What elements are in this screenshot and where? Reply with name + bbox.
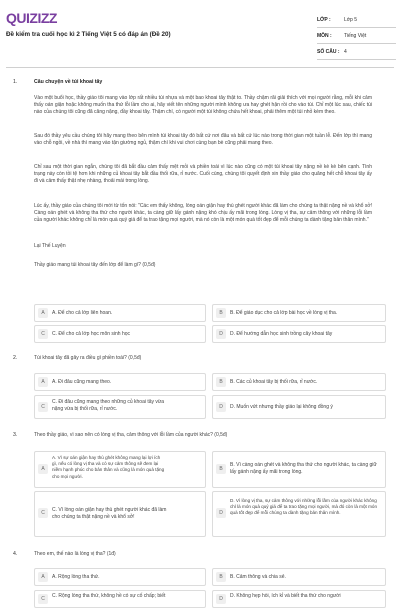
- answer-option[interactable]: [212, 373, 386, 391]
- meta-row-subject: [317, 28, 396, 44]
- answer-option[interactable]: [212, 568, 386, 586]
- option-letter: B: [216, 377, 226, 387]
- passage-paragraph: Sau đó thầy yêu cầu chúng tôi hãy mang theo bên mình túi khoai tây đó bất cứ nơi đâu và bất cứ lúc nào trong thời gian một tuần lễ. Đến lớp thì mang vào chỗ ngồi, về nhà thì mang vào tận giường ngủ, thậm chí khi vui chơi cùng bạn bè cũng phải mang theo.: [34, 133, 372, 147]
- option-letter: C: [38, 594, 48, 604]
- option-letter: D: [216, 508, 226, 518]
- option-text: B. Để giáo dục cho cả lớp bài học về lòng vị tha.: [230, 310, 338, 316]
- option-text: B. Cảm thông và chia sẻ.: [230, 574, 286, 580]
- meta-row-count: [317, 44, 396, 60]
- passage-title: Câu chuyện về túi khoai tây: [34, 79, 103, 85]
- option-letter: C: [38, 402, 48, 412]
- option-text: A. Đi đâu cũng mang theo.: [52, 379, 112, 385]
- option-letter: B: [216, 308, 226, 318]
- answer-option[interactable]: [212, 325, 386, 343]
- meta-table: [317, 12, 396, 60]
- question-number: 3.: [13, 432, 18, 438]
- meta-label: LỚP :: [317, 16, 331, 23]
- option-letter: D: [216, 594, 226, 604]
- header-divider: [6, 67, 394, 68]
- option-letter: A: [38, 572, 48, 582]
- option-letter: C: [38, 329, 48, 339]
- option-letter: B: [216, 464, 226, 474]
- passage-paragraph: Vào một buổi học, thầy giáo tôi mang vào lớp rất nhiều túi nhựa và một bao khoai tây thật to. Thầy chậm rãi giải thích với mọi người rằng, mỗi khi cảm thấy oán giận hoặc không muốn tha thứ lỗi lầm cho ai, hãy viết tên những người mình không ưa hay ghét hận rồi cho vào túi. Chỉ một lúc sau, chiếc túi nào của chúng tôi cũng đã căng nặng, đầy khoai tây. Thậm chí, có người một túi không chứa hết khoai, phải thêm một túi nhỏ kèm theo.: [34, 95, 372, 116]
- answer-option[interactable]: [34, 451, 206, 488]
- option-letter: C: [38, 508, 48, 518]
- meta-value: 4: [344, 48, 347, 55]
- option-letter: A: [38, 308, 48, 318]
- passage-paragraph: Lúc ấy, thầy giáo của chúng tôi mới từ tốn nói: "Các em thấy không, lòng oán giận hay thù ghét người khác đã làm cho chúng ta thật nặng nề và khổ sở! Càng oán ghét và không tha thứ cho người khác, ta càng giữ lấy gánh nặng khó chịu ấy mãi trong lòng. Lòng vị tha, sự cảm thông với những lỗi lầm của người khác không chỉ là món quà quý giá để ta trao tặng mọi người, mà nó còn là một món quà tốt đẹp để mỗi chúng ta dành tặng bản thân mình.": [34, 203, 372, 224]
- option-text: D. Để hướng dẫn học sinh trồng cây khoai tây: [230, 331, 333, 337]
- logo-text: QUIZIZZ: [6, 10, 57, 26]
- page-header: [0, 0, 400, 60]
- meta-value: Lớp 5: [344, 16, 358, 23]
- option-text: C. Rộng lòng tha thứ, không hề có sự cố chấp; biết: [52, 593, 166, 599]
- option-letter: A: [38, 464, 48, 474]
- answer-option[interactable]: [212, 451, 386, 488]
- meta-label: MÔN :: [317, 32, 332, 39]
- quizizz-logo: [6, 11, 57, 25]
- option-text: A. Rộng lòng tha thứ.: [52, 574, 100, 580]
- question-number: 1.: [13, 79, 18, 85]
- answer-option[interactable]: [212, 395, 386, 419]
- question-prompt: Theo thầy giáo, vì sao nên có lòng vị tha, cảm thông với lỗi lầm của người khác? (0,5đ): [34, 432, 228, 438]
- question-prompt: Túi khoai tây đã gây ra điều gì phiền toái? (0,5đ): [34, 355, 142, 361]
- document-title: Đề kiểm tra cuối học kì 2 Tiếng Việt 5 có đáp án (Đề 20): [6, 31, 171, 38]
- option-text: C. Để cho cả lớp học môn sinh học: [52, 331, 131, 337]
- answer-option[interactable]: [34, 491, 206, 537]
- option-text: D. Muốn vứt nhưng thầy giáo lại không đồng ý: [230, 404, 333, 410]
- answer-option[interactable]: [34, 304, 206, 322]
- answer-option[interactable]: [34, 395, 206, 419]
- answer-option[interactable]: [34, 325, 206, 343]
- option-letter: D: [216, 329, 226, 339]
- question-number: 2.: [13, 355, 18, 361]
- option-letter: B: [216, 572, 226, 582]
- option-letter: A: [38, 377, 48, 387]
- meta-label: SỐ CÂU :: [317, 48, 340, 55]
- option-text: C. Vì lòng oán giận hay thù ghét người khác đã làm cho chúng ta thật nặng nề và khổ sở!: [52, 507, 167, 520]
- answer-option[interactable]: [34, 568, 206, 586]
- passage-author: Lại Thế Luyện: [34, 243, 66, 249]
- option-text: B. Vì càng oán ghét và không tha thứ cho người khác, ta càng giữ lấy gánh nặng ấy mãi trong lòng.: [230, 462, 377, 475]
- passage-paragraph: Chỉ sau một thời gian ngắn, chúng tôi đã bắt đầu cảm thấy mệt mỏi và phiền toái vì lúc nào cũng có một túi khoai tây nặng nề kè kè bên cạnh. Tình trạng này còn tồi tệ hơn khi những củ khoai tây bắt đầu thối rữa, rỉ nước. Cuối cùng, chúng tôi quyết định xin thầy giáo cho quăng hết chỗ khoai tây ấy đi và cảm thấy thật nhẹ nhàng, thoải mái trong lòng.: [34, 164, 372, 185]
- answer-option[interactable]: [212, 491, 386, 537]
- answer-option[interactable]: [212, 590, 386, 608]
- answer-option[interactable]: [34, 590, 206, 608]
- option-text: A. Vì sự oán giận hay thù ghét không mang lại lợi ích gì, nếu có lòng vị tha và có sự cảm thông sẽ đem lại niềm hạnh phúc cho bản thân và cũng là món quà tặng cho mọi người.: [52, 455, 165, 479]
- meta-value: Tiếng Việt: [344, 32, 367, 39]
- option-text: D. Không hẹp hòi, ích kỉ và biết tha thứ cho người: [230, 593, 341, 599]
- option-text: B. Các củ khoai tây bị thối rữa, rỉ nước.: [230, 379, 318, 385]
- option-text: D. Vì lòng vị tha, sự cảm thông với những lỗi lầm của người khác không chỉ là món quà quý giá để ta trao tặng mọi người, mà đó còn là một món quà tốt đẹp để mỗi chúng ta dành tặng bản thân mình.: [230, 498, 378, 516]
- question-prompt: Thầy giáo mang túi khoai tây đến lớp để làm gì? (0,5đ): [34, 262, 156, 268]
- meta-row-class: [317, 12, 396, 28]
- question-number: 4.: [13, 551, 18, 557]
- question-prompt: Theo em, thế nào là lòng vị tha? (1đ): [34, 551, 116, 557]
- option-text: C. Đi đâu cũng mang theo những củ khoai tây vừa nặng vừa bị thối rữa, rỉ nước.: [52, 399, 165, 412]
- answer-option[interactable]: [212, 304, 386, 322]
- option-text: A. Để cho cả lớp liên hoan.: [52, 310, 113, 316]
- option-letter: D: [216, 402, 226, 412]
- answer-option[interactable]: [34, 373, 206, 391]
